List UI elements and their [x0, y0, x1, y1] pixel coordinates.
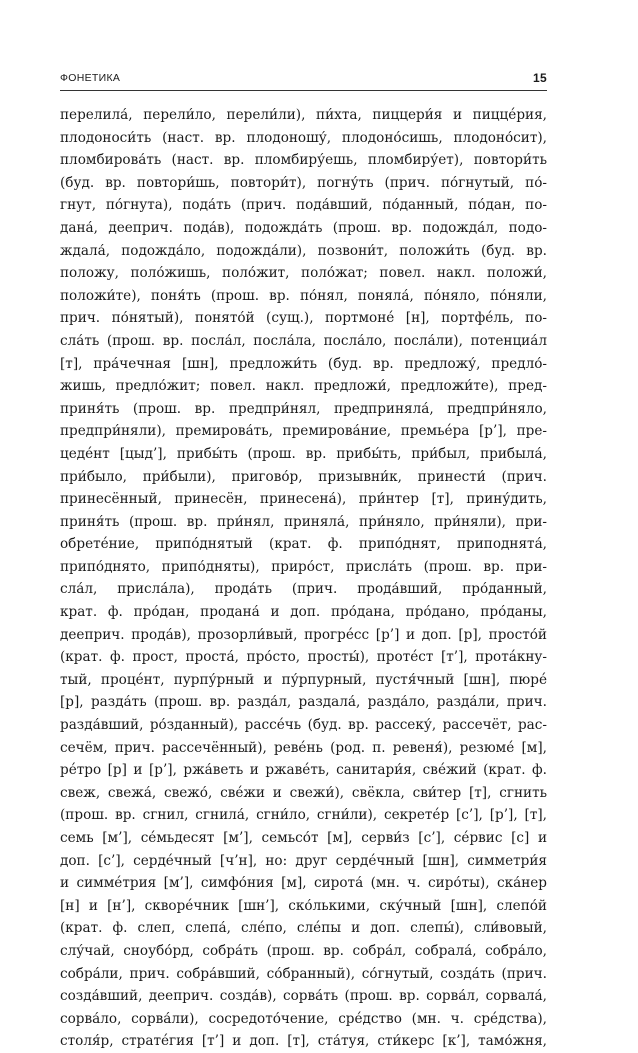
- text-line: положи́те), поня́ть (прош. вр. по́нял, поняла́, по́няло, по́няли,: [60, 287, 547, 304]
- book-page: [60, 0, 547, 1050]
- text-line: (прош. вр. сгнил, сгнила́, сгни́ло, сгни́ли), секретéр [с’], [р’], [т],: [60, 807, 547, 824]
- text-line: плодоноси́ть (наст. вр. плодоношу́, плодоно́сишь, плодоно́сит),: [60, 129, 547, 146]
- text-line: пломбирова́ть (наст. вр. пломбиру́ешь, пломбиру́ет), повтори́ть: [60, 152, 547, 169]
- dictionary-text: [60, 104, 547, 1053]
- text-line: созда́вший, дееприч. созда́в), сорва́ть (прош. вр. сорва́л, сорвала́,: [60, 988, 547, 1005]
- text-line: крат. ф. про́дан, продана́ и доп. про́дана, про́дано, про́даны,: [60, 604, 547, 621]
- text-line: [т], пра́чечная [шн], предложи́ть (буд. вр. предложу́, предло́-: [60, 355, 547, 372]
- text-line: (крат. ф. слеп, слепа́, слéпо, слéпы и доп. слепы́), сли́вовый,: [60, 920, 547, 937]
- text-line: [р], разда́ть (прош. вр. разда́л, раздала́, разда́ло, разда́ли, прич.: [60, 694, 547, 711]
- text-line: цедéнт [цыд’], прибы́ть (прош. вр. прибы́ть, при́был, прибыла́,: [60, 445, 547, 462]
- page-number: 15: [533, 71, 547, 85]
- text-line: гнут, по́гнута), пода́ть (прич. пода́вший, по́данный, по́дан, по-: [60, 197, 547, 214]
- text-line: предпри́няли), премирова́ть, премирова́ние, премьéра [р’], пре-: [60, 423, 547, 440]
- running-head: [60, 72, 547, 88]
- text-line: слу́чай, сноубо́рд, собра́ть (прош. вр. собра́л, собрала́, собра́ло,: [60, 942, 547, 959]
- text-line: рéтро [р] и [р’], ржа́веть и ржавéть, санитари́я, свéжий (крат. ф.: [60, 762, 547, 779]
- text-line: собра́ли, прич. собра́вший, со́бранный), со́гнутый, созда́ть (прич.: [60, 965, 547, 982]
- section-title: ФОНЕТИКА: [60, 72, 121, 84]
- header-rule: [60, 90, 547, 91]
- text-line: сорва́ло, сорва́ли), сосредото́чение, срéдство (мн. ч. срéдства),: [60, 1010, 547, 1027]
- text-line: жишь, предло́жит; повел. накл. предложи́, предложи́те), пред-: [60, 378, 547, 395]
- text-line: столя́р, стратéгия [т’] и доп. [т], ста́туя, сти́керс [к’], тамо́жня,: [60, 1033, 547, 1050]
- text-line: положу, поло́жишь, поло́жит, поло́жат; повел. накл. положи́,: [60, 265, 547, 282]
- text-line: сечём, прич. рассечённый), ревéнь (род. п. ревеня́), резюмé [м],: [60, 739, 547, 756]
- text-line: свеж, свежа́, свежо́, свéжи и свежи́), свёкла, сви́тер [т], сгнить: [60, 784, 547, 801]
- text-line: тый, процéнт, пурпу́рный и пу́рпурный, пустя́чный [шн], пюрé: [60, 671, 547, 688]
- text-line: (буд. вр. повтори́шь, повтори́т), погну́ть (прич. по́гнутый, по́-: [60, 174, 547, 191]
- text-line: при́было, при́были), пригово́р, призывни́к, принести́ (прич.: [60, 468, 547, 485]
- text-line: приня́ть (прош. вр. при́нял, приняла́, при́няло, при́няли), при-: [60, 513, 547, 530]
- text-line: припо́днято, припо́дняты), приро́ст, присла́ть (прош. вр. при-: [60, 558, 547, 575]
- text-line: прич. по́нятый), понято́й (сущ.), портмонé [н], портфéль, по-: [60, 310, 547, 327]
- text-line: ждала́, подожда́ло, подожда́ли), позвони́т, положи́ть (буд. вр.: [60, 242, 547, 259]
- text-line: обретéние, припо́днятый (крат. ф. припо́днят, приподнята́,: [60, 536, 547, 553]
- text-line: семь [м’], сéмьдесят [м’], семьсо́т [м], серви́з [с’], сéрвис [с] и: [60, 830, 547, 846]
- text-line: принесённый, принесён, принесена́), при́нтер [т], прину́дить,: [60, 491, 547, 508]
- text-line: сла́ть (прош. вр. посла́л, посла́ла, посла́ло, посла́ли), потенциа́л: [60, 332, 547, 349]
- text-line: разда́вший, ро́зданный), рассéчь (буд. вр. рассеку́, рассечёт, рас-: [60, 717, 547, 734]
- text-line: приня́ть (прош. вр. предпри́нял, предприняла́, предпри́няло,: [60, 400, 547, 417]
- text-line: доп. [с’], сердéчный [ч’н], но: друг сердéчный [шн], симметри́я: [60, 852, 547, 869]
- text-line: перелила́, перели́ло, перели́ли), пи́хта, пиццери́я и пиццéрия,: [60, 107, 547, 123]
- text-line: дана́, дееприч. пода́в), подожда́ть (прош. вр. подожда́л, подо-: [60, 219, 547, 236]
- text-line: дееприч. прода́в), прозорли́вый, прогрéсс [р’] и доп. [р], просто́й: [60, 626, 547, 643]
- text-line: [н] и [н’], скворéчник [шн’], ско́лькими, ску́чный [шн], слепо́й: [60, 897, 547, 914]
- text-line: (крат. ф. прост, проста́, про́сто, просты́), протéст [т’], протáкну-: [60, 649, 547, 666]
- text-line: и симмéтрия [м’], симфо́ния [м], сирота́ (мн. ч. сиро́ты), ска́нер: [60, 875, 547, 892]
- text-line: сла́л, присла́ла), прода́ть (прич. прода́вший, про́данный,: [60, 581, 547, 598]
